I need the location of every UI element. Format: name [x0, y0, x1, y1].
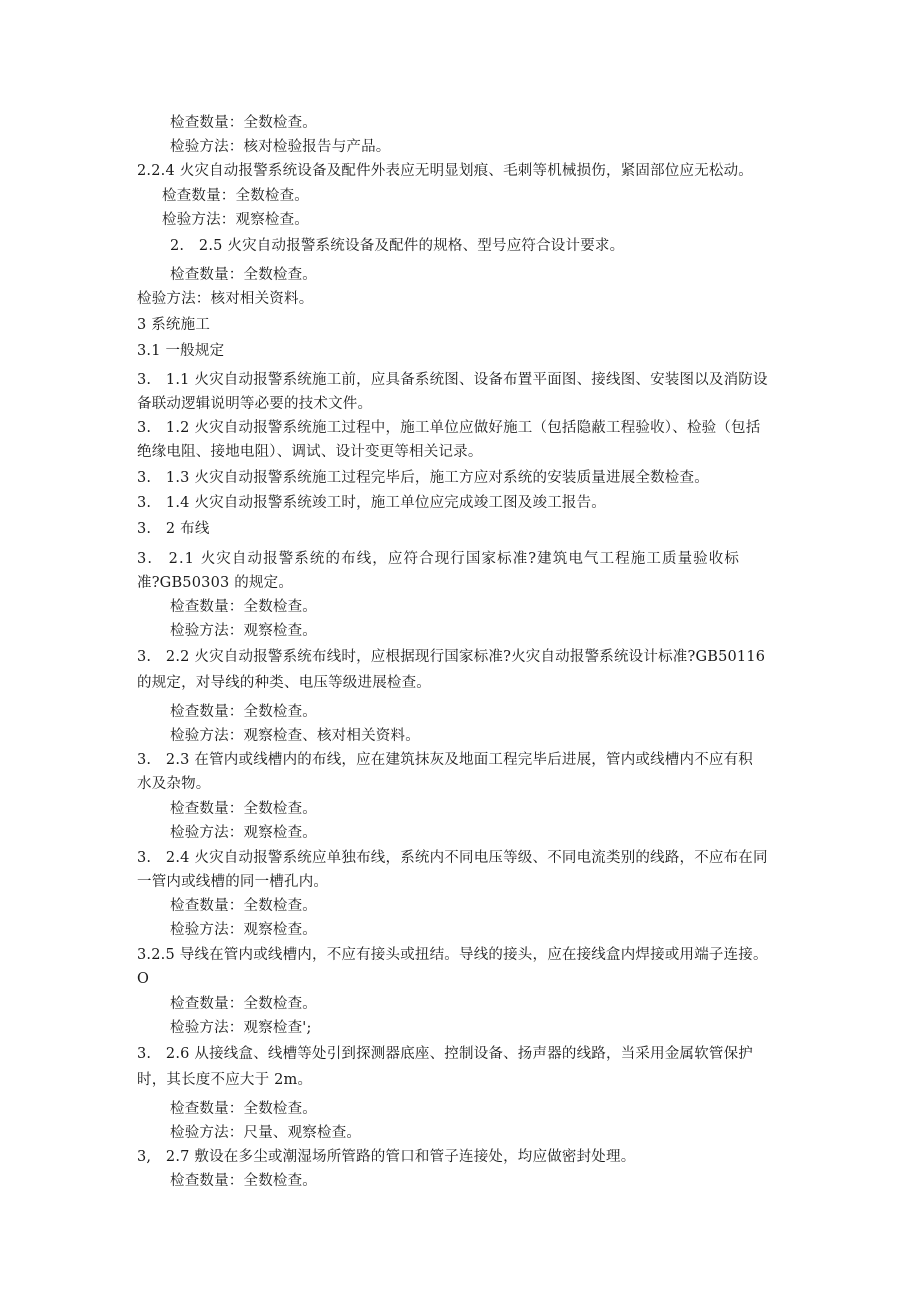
- clause-3-1-3: 3. 1.3 火灾自动报警系统施工过程完毕后，施工方应对系统的安装质量进展全数检查。: [137, 470, 709, 486]
- section-heading-3-2: 3. 2 布线: [137, 521, 210, 537]
- clause-3-2-6-continued: 时，其长度不应大于 2m。: [137, 1072, 313, 1088]
- inspection-method-line: 检验方法：观察检查。: [170, 922, 317, 938]
- inspection-quantity-line: 检查数量：全数检查。: [170, 996, 317, 1012]
- clause-3-2-5: 3.2.5 导线在管内或线槽内，不应有接头或扭结。导线的接头，应在接线盒内焊接或用端子连接。: [137, 947, 768, 963]
- clause-3-1-4: 3. 1.4 火灾自动报警系统竣工时，施工单位应完成竣工图及竣工报告。: [137, 495, 607, 511]
- clause-3-2-7: 3, 2.7 敷设在多尘或潮湿场所管路的管口和管子连接处，均应做密封处理。: [137, 1149, 636, 1165]
- clause-2-2-4: 2.2.4 火灾自动报警系统设备及配件外表应无明显划痕、毛刺等机械损伤，紧固部位应无松动。: [137, 163, 753, 179]
- inspection-quantity-line: 检查数量：全数检查。: [170, 115, 317, 131]
- clause-3-2-4: 3. 2.4 火灾自动报警系统应单独布线，系统内不同电压等级、不同电流类别的线路，不应布在同: [137, 850, 768, 866]
- inspection-method-line: 检验方法：核对检验报告与产品。: [170, 139, 391, 155]
- inspection-method-line: 检验方法：观察检查。: [170, 825, 317, 841]
- clause-3-1-2: 3. 1.2 火灾自动报警系统施工过程中，施工单位应做好施工（包括隐蔽工程验收）、检验（包括: [137, 420, 761, 436]
- clause-3-1-2-continued: 绝缘电阻、接地电阻）、调试、设计变更等相关记录。: [137, 444, 483, 460]
- inspection-quantity-line: 检查数量：全数检查。: [162, 188, 309, 204]
- clause-3-2-4-continued: 一管内或线槽的同一槽孔内。: [137, 874, 329, 890]
- inspection-quantity-line: 检查数量：全数检查。: [170, 599, 317, 615]
- clause-3-2-6: 3. 2.6 从接线盒、线槽等处引到探测器底座、控制设备、扬声器的线路，当采用金属软管保护: [137, 1046, 753, 1062]
- inspection-quantity-line: 检查数量：全数检查。: [170, 267, 317, 283]
- inspection-quantity-line: 检查数量：全数检查。: [170, 1173, 317, 1189]
- inspection-method-line: 检验方法：观察检查。: [162, 212, 309, 228]
- section-heading-3-1: 3.1 一般规定: [137, 343, 225, 359]
- inspection-quantity-line: 检查数量：全数检查。: [170, 704, 317, 720]
- inspection-method-line: 检验方法：观察检查、核对相关资料。: [170, 728, 420, 744]
- clause-3-2-3-continued: 水及杂物。: [137, 776, 211, 792]
- clause-3-2-2: 3. 2.2 火灾自动报警系统布线时，应根据现行国家标准?火灾自动报警系统设计标准?GB50116: [137, 649, 766, 665]
- inspection-quantity-line: 检查数量：全数检查。: [170, 898, 317, 914]
- clause-3-2-5-continued: O: [137, 971, 150, 987]
- clause-3-1-1-continued: 备联动逻辑说明等必要的技术文件。: [137, 396, 373, 412]
- clause-3-2-2-continued: 的规定，对导线的种类、电压等级进展检查。: [137, 675, 431, 691]
- clause-3-2-3: 3. 2.3 在管内或线槽内的布线，应在建筑抹灰及地面工程完毕后进展，管内或线槽内不应有积: [137, 752, 753, 768]
- inspection-method-line: 检验方法：核对相关资料。: [137, 291, 314, 307]
- inspection-method-line: 检验方法：观察检查';: [170, 1020, 312, 1036]
- clause-3-1-1: 3. 1.1 火灾自动报警系统施工前，应具备系统图、设备布置平面图、接线图、安装图以及消防设: [137, 372, 768, 388]
- clause-3-2-1: 3. 2.1 火灾自动报警系统的布线，应符合现行国家标准?建筑电气工程施工质量验收标: [137, 551, 740, 567]
- inspection-quantity-line: 检查数量：全数检查。: [170, 1101, 317, 1117]
- clause-3-2-1-continued: 准?GB50303 的规定。: [137, 575, 294, 591]
- section-heading-3: 3 系统施工: [137, 317, 211, 333]
- inspection-method-line: 检验方法：尺量、观察检查。: [170, 1125, 362, 1141]
- inspection-method-line: 检验方法：观察检查。: [170, 623, 317, 639]
- inspection-quantity-line: 检查数量：全数检查。: [170, 801, 317, 817]
- clause-2-2-5: 2. 2.5 火灾自动报警系统设备及配件的规格、型号应符合设计要求。: [170, 238, 625, 254]
